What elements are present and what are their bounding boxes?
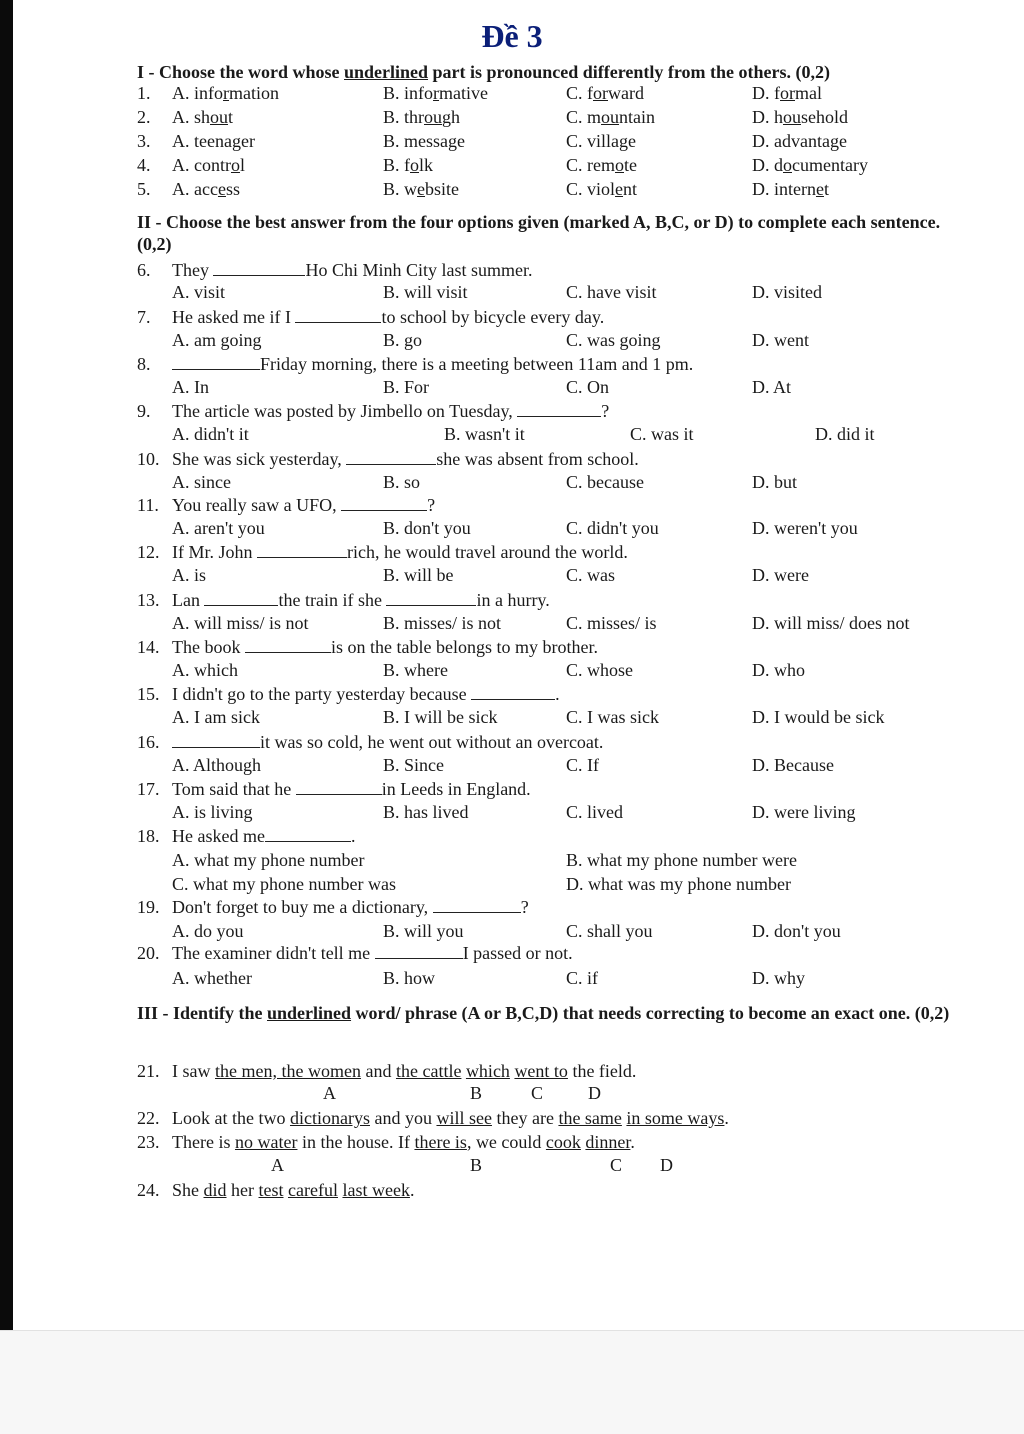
q20-option-c: C. if: [566, 968, 599, 988]
section3-heading: III - Identify the underlined word/ phrase (A or B,C,D) that needs correcting to become an exact one. (0,2): [137, 1003, 950, 1023]
option-text: C. rem: [566, 155, 615, 175]
q15-option-c: C. I was sick: [566, 707, 659, 727]
q13-number: 13.: [137, 590, 160, 610]
q5-number: 5.: [137, 179, 151, 199]
q24-number: 24.: [137, 1180, 160, 1200]
stem-text: rich, he would travel around the world.: [347, 542, 628, 562]
q23-label-c: C: [610, 1155, 623, 1175]
option-text: t: [228, 107, 234, 127]
stem-text: .: [555, 684, 560, 704]
q19-option-b: B. will you: [383, 921, 464, 941]
left-black-border: [0, 0, 13, 1330]
option-underlined-part: o: [410, 155, 419, 175]
q18-stem: [172, 825, 355, 847]
option-underlined-part: ou: [424, 107, 443, 127]
q2-option-c: [566, 106, 655, 128]
option-underlined-part: e: [217, 179, 226, 199]
q17-stem: [172, 778, 531, 800]
option-text: te: [624, 155, 637, 175]
option-underlined-part: or: [780, 83, 795, 103]
q19-option-d: D. don't you: [752, 921, 841, 941]
stem-text: .: [350, 826, 356, 846]
q15-stem: [172, 683, 560, 705]
option-underlined-part: ou: [210, 107, 229, 127]
q2-option-b: [383, 106, 460, 128]
stem-text: is on the table belongs to my brother.: [330, 637, 598, 657]
q1-number: 1.: [137, 83, 151, 103]
answer-blank: [296, 779, 382, 795]
q17-number: 17.: [137, 779, 160, 799]
q19-option-c: C. shall you: [566, 921, 653, 941]
q3-option-b: [383, 130, 465, 152]
q19-option-a: A. do you: [172, 921, 244, 941]
q7-option-d: D. went: [752, 330, 809, 350]
q9-option-c: C. was it: [630, 424, 694, 444]
q20-stem: [172, 942, 573, 964]
q10-option-c: C. because: [566, 472, 644, 492]
stem-text: in Leeds in England.: [381, 779, 531, 799]
option-underlined-part: e: [815, 179, 824, 199]
q21-label-a: A: [323, 1083, 336, 1103]
option-text: D. advantage: [752, 131, 847, 151]
q1-option-a: [172, 82, 279, 104]
q13-stem: [172, 589, 550, 611]
q17-option-a: A. is living: [172, 802, 253, 822]
stem-text: ?: [427, 495, 436, 515]
option-text: B. info: [383, 83, 434, 103]
q24-sentence: She did her test careful last week.: [172, 1180, 415, 1200]
stem-text: They: [172, 260, 214, 280]
option-text: B. f: [383, 155, 410, 175]
option-underlined-part: ou: [601, 107, 620, 127]
option-text: B. w: [383, 179, 418, 199]
option-text: A. sh: [172, 107, 211, 127]
q8-option-c: C. On: [566, 377, 610, 397]
answer-blank: [265, 826, 351, 842]
q23-sentence: There is no water in the house. If there is, we could cook dinner.: [172, 1132, 635, 1152]
q4-option-b: [383, 154, 433, 176]
stem-text: it was so cold, he went out without an overcoat.: [260, 732, 604, 752]
q14-number: 14.: [137, 637, 160, 657]
option-text: A. teenager: [172, 131, 255, 151]
q3-option-a: [172, 130, 255, 152]
stem-text: to school by bicycle every day.: [381, 307, 605, 327]
q4-option-a: [172, 154, 245, 176]
q18-number: 18.: [137, 826, 160, 846]
answer-blank: [433, 897, 521, 913]
section1-heading: I - Choose the word whose underlined part is pronounced differently from the others. (0,2): [137, 62, 830, 82]
stem-text: The examiner didn't tell me: [172, 943, 375, 963]
q2-option-a: [172, 106, 233, 128]
q14-option-b: B. where: [383, 660, 448, 680]
option-text: nt: [623, 179, 638, 199]
q16-option-c: C. If: [566, 755, 599, 775]
stem-text: I passed or not.: [462, 943, 573, 963]
q12-option-a: A. is: [172, 565, 207, 585]
option-text: mative: [439, 83, 488, 103]
stem-text: ?: [520, 897, 529, 917]
q18-option-b: B. what my phone number were: [566, 850, 797, 870]
q21-number: 21.: [137, 1061, 160, 1081]
answer-blank: [341, 495, 427, 511]
stem-text: the train if she: [278, 590, 387, 610]
q8-number: 8.: [137, 354, 151, 374]
q20-number: 20.: [137, 943, 160, 963]
q5-option-c: [566, 178, 637, 200]
answer-blank: [517, 401, 601, 417]
q10-option-a: A. since: [172, 472, 231, 492]
q4-option-c: [566, 154, 637, 176]
option-underlined-part: o: [783, 155, 792, 175]
option-text: A. info: [172, 83, 223, 103]
q14-option-d: D. who: [752, 660, 805, 680]
q2-option-d: [752, 106, 848, 128]
option-text: l: [239, 155, 245, 175]
stem-text: Ho Chi Minh City last summer.: [305, 260, 533, 280]
stem-text: I didn't go to the party yesterday because: [172, 684, 472, 704]
q22-sentence: Look at the two dictionarys and you will see they are the same in some ways.: [172, 1108, 729, 1128]
q16-option-d: D. Because: [752, 755, 834, 775]
stem-text: ?: [601, 401, 610, 421]
q5-option-d: [752, 178, 829, 200]
q13-option-d: D. will miss/ does not: [752, 613, 910, 633]
q11-option-a: A. aren't you: [172, 518, 265, 538]
q7-option-a: A. am going: [172, 330, 262, 350]
q9-number: 9.: [137, 401, 151, 421]
q6-number: 6.: [137, 260, 151, 280]
q9-option-d: D. did it: [815, 424, 875, 444]
q11-stem: [172, 494, 435, 516]
option-text: D. d: [752, 155, 783, 175]
q6-option-a: A. visit: [172, 282, 226, 302]
stem-text: she was absent from school.: [436, 449, 639, 469]
section2-heading: II - Choose the best answer from the four options given (marked A, B,C, or D) to complete each sentence. (0,2): [137, 212, 941, 254]
stem-text: in a hurry.: [476, 590, 550, 610]
answer-blank: [245, 637, 331, 653]
q1-option-d: [752, 82, 822, 104]
q7-option-c: C. was going: [566, 330, 661, 350]
q23-label-d: D: [660, 1155, 673, 1175]
q17-option-d: D. were living: [752, 802, 856, 822]
option-text: mation: [229, 83, 279, 103]
option-text: gh: [442, 107, 461, 127]
stem-text: Lan: [172, 590, 205, 610]
answer-blank: [172, 354, 260, 370]
option-text: ward: [608, 83, 644, 103]
stem-text: The article was posted by Jimbello on Tuesday,: [172, 401, 518, 421]
option-underlined-part: e: [417, 179, 426, 199]
option-text: A. contr: [172, 155, 231, 175]
option-text: ss: [225, 179, 240, 199]
option-text: B. message: [383, 131, 465, 151]
q15-number: 15.: [137, 684, 160, 704]
q13-option-c: C. misses/ is: [566, 613, 657, 633]
q23-label-a: A: [271, 1155, 284, 1175]
q12-number: 12.: [137, 542, 160, 562]
q20-option-b: B. how: [383, 968, 436, 988]
q19-number: 19.: [137, 897, 160, 917]
q7-option-b: B. go: [383, 330, 423, 350]
option-text: cumentary: [792, 155, 868, 175]
q6-option-d: D. visited: [752, 282, 822, 302]
q18-option-c: C. what my phone number was: [172, 874, 396, 894]
q11-option-d: D. weren't you: [752, 518, 858, 538]
option-underlined-part: o: [615, 155, 624, 175]
answer-blank-2: [386, 590, 476, 606]
q2-number: 2.: [137, 107, 151, 127]
q16-option-a: A. Although: [172, 755, 262, 775]
q12-option-d: D. were: [752, 565, 809, 585]
q6-option-b: B. will visit: [383, 282, 468, 302]
q18-option-a: A. what my phone number: [172, 850, 365, 870]
q13-option-a: A. will miss/ is not: [172, 613, 309, 633]
q11-option-b: B. don't you: [383, 518, 471, 538]
q21-label-c: C: [531, 1083, 544, 1103]
stem-text: If Mr. John: [172, 542, 257, 562]
q8-option-a: A. In: [172, 377, 209, 397]
q15-option-a: A. I am sick: [172, 707, 260, 727]
stem-text: She was sick yesterday,: [172, 449, 347, 469]
answer-blank: [471, 684, 555, 700]
stem-text: Tom said that he: [172, 779, 296, 799]
q16-number: 16.: [137, 732, 160, 752]
q21-label-b: B: [470, 1083, 483, 1103]
q8-stem: [172, 353, 693, 375]
stem-text: You really saw a UFO,: [172, 495, 342, 515]
q7-number: 7.: [137, 307, 151, 327]
q1-option-b: [383, 82, 488, 104]
q6-option-c: C. have visit: [566, 282, 657, 302]
answer-blank: [172, 732, 260, 748]
option-text: D. h: [752, 107, 783, 127]
option-underlined-part: ou: [783, 107, 801, 127]
option-text: mal: [795, 83, 822, 103]
q10-stem: [172, 448, 639, 470]
option-underlined-part: e: [615, 179, 624, 199]
option-text: C. village: [566, 131, 636, 151]
option-text: B. thr: [383, 107, 425, 127]
page-title: Đề 3: [481, 18, 543, 54]
q11-option-c: C. didn't you: [566, 518, 659, 538]
q14-option-a: A. which: [172, 660, 238, 680]
q8-option-d: D. At: [752, 377, 792, 397]
q10-option-d: D. but: [752, 472, 797, 492]
q17-option-c: C. lived: [566, 802, 623, 822]
q10-option-b: B. so: [383, 472, 421, 492]
stem-text: The book: [172, 637, 245, 657]
q15-option-b: B. I will be sick: [383, 707, 498, 727]
answer-blank: [257, 542, 347, 558]
q16-option-b: B. Since: [383, 755, 444, 775]
q7-stem: [172, 306, 604, 328]
q19-stem: [172, 896, 529, 918]
q4-number: 4.: [137, 155, 151, 175]
q4-option-d: [752, 154, 868, 176]
answer-blank: [346, 449, 436, 465]
q12-stem: [172, 541, 628, 563]
q5-option-b: [383, 178, 459, 200]
option-underlined-part: o: [230, 155, 240, 175]
answer-blank: [204, 590, 278, 606]
answer-blank: [375, 943, 463, 959]
q17-option-b: B. has lived: [383, 802, 469, 822]
option-text: C. f: [566, 83, 593, 103]
q3-number: 3.: [137, 131, 151, 151]
option-text: t: [823, 179, 829, 199]
q18-option-d: D. what was my phone number: [566, 874, 791, 894]
answer-blank: [295, 307, 381, 323]
q20-option-d: D. why: [752, 968, 805, 988]
option-text: ntain: [619, 107, 656, 127]
q12-option-b: B. will be: [383, 565, 454, 585]
option-underlined-part: r: [433, 83, 440, 103]
q15-option-d: D. I would be sick: [752, 707, 885, 727]
q20-option-a: A. whether: [172, 968, 252, 988]
q9-option-a: A. didn't it: [172, 424, 249, 444]
stem-text: He asked me if I: [172, 307, 296, 327]
option-text: sehold: [801, 107, 848, 127]
q14-option-c: C. whose: [566, 660, 633, 680]
stem-text: He asked me: [172, 826, 265, 846]
option-underlined-part: r: [223, 83, 229, 103]
q5-option-a: [172, 178, 240, 200]
q22-number: 22.: [137, 1108, 160, 1128]
stem-text: Don't forget to buy me a dictionary,: [172, 897, 433, 917]
option-text: D. intern: [752, 179, 816, 199]
option-text: D. f: [752, 83, 780, 103]
option-text: C. viol: [566, 179, 616, 199]
q9-stem: [172, 400, 609, 422]
q13-option-b: B. misses/ is not: [383, 613, 502, 633]
q16-stem: [172, 731, 603, 753]
q12-option-c: C. was: [566, 565, 615, 585]
option-text: lk: [419, 155, 434, 175]
q6-stem: [172, 259, 533, 281]
q8-option-b: B. For: [383, 377, 430, 397]
answer-blank: [213, 260, 305, 276]
q23-number: 23.: [137, 1132, 160, 1152]
q23-label-b: B: [470, 1155, 483, 1175]
q9-option-b: B. wasn't it: [444, 424, 525, 444]
stem-text: Friday morning, there is a meeting between 11am and 1 pm.: [260, 354, 694, 374]
option-text: A. acc: [172, 179, 218, 199]
q1-option-c: [566, 82, 644, 104]
q21-label-d: D: [588, 1083, 601, 1103]
option-underlined-part: or: [593, 83, 608, 103]
q10-number: 10.: [137, 449, 160, 469]
empty-bottom-area: [0, 1330, 1024, 1434]
q3-option-c: [566, 130, 636, 152]
q21-sentence: I saw the men, the women and the cattle which went to the field.: [172, 1061, 637, 1081]
q14-stem: [172, 636, 598, 658]
q11-number: 11.: [137, 495, 159, 515]
option-text: C. m: [566, 107, 602, 127]
q3-option-d: [752, 130, 847, 152]
option-text: bsite: [425, 179, 460, 199]
